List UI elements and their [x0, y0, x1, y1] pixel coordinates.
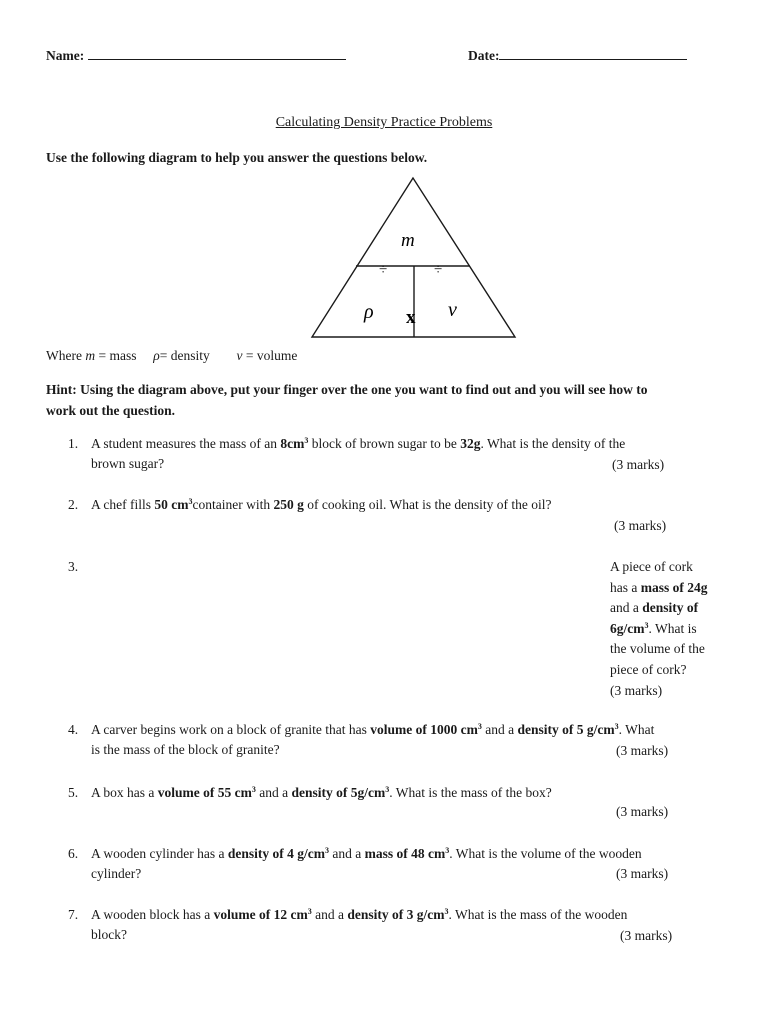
legend-rho-var: ρ — [153, 348, 160, 363]
diagram-volume-symbol: v — [448, 299, 457, 321]
question-text: A wooden block has a volume of 12 $cm^3$ and a density of 3 $g/cm^3$. What is the mass of the wooden block? — [91, 907, 628, 942]
hint-line-2: work out the question. — [46, 403, 176, 418]
page-title-text: Calculating Density Practice Problems — [275, 115, 493, 130]
diagram-divide-left: ÷ — [379, 262, 388, 278]
hint-line-1: Hint: Using the diagram above, put your finger over the one you want to find out and you will see how to — [46, 382, 648, 397]
name-blank-line[interactable] — [88, 59, 346, 60]
diagram-density-symbol: ρ — [364, 301, 374, 323]
question-marks: (3 marks) — [616, 743, 669, 758]
question-number: 6. — [68, 846, 79, 861]
variable-legend — [46, 348, 297, 364]
page-title — [0, 115, 768, 131]
question-marks: (3 marks) — [614, 518, 667, 533]
legend-m-def: = mass — [98, 348, 137, 363]
legend-v-def: = volume — [245, 348, 298, 363]
question-marks: (3 marks) — [616, 804, 669, 819]
instruction-text: Use the following diagram to help you answer the questions below. — [46, 150, 428, 165]
question-number: 7. — [68, 907, 79, 922]
question-marks: (3 marks) — [610, 682, 663, 698]
question-marks: (3 marks) — [612, 457, 665, 472]
question-text: A piece of cork has a mass of 24g and a density of $6g/cm^3$. What is the volume of the piece of cork? (3 marks) — [610, 559, 708, 698]
question-text: A wooden cylinder has a density of 4 $g/cm^3$ and a mass of 48 $cm^3$. What is the volume of the wooden cylinder? — [91, 846, 642, 881]
question-number: 5. — [68, 785, 79, 800]
question-number: 2. — [68, 497, 79, 512]
question-text: A chef fills 50 $cm^3container$ with 250 g of cooking oil. What is the density of the oil? — [91, 497, 552, 512]
date-label: Date: — [468, 48, 500, 63]
question-marks: (3 marks) — [616, 866, 669, 881]
question-number: 1. — [68, 436, 79, 451]
density-triangle-diagram — [300, 170, 530, 342]
question-text: A student measures the mass of an $8cm^3$ block of brown sugar to be 32g. What is the density of the brown sugar? — [91, 436, 626, 471]
name-label: Name: — [46, 48, 85, 63]
question-text: A carver begins work on a block of granite that has volume of 1000 $cm^3$ and a density of 5 $g/cm^3$. What is the mass of the block of granite? — [91, 722, 655, 757]
diagram-multiply-symbol: x — [406, 307, 416, 328]
date-field — [468, 48, 687, 64]
diagram-divide-right: ÷ — [434, 262, 443, 278]
legend-v-var: v — [236, 348, 243, 363]
question-marks: (3 marks) — [620, 928, 673, 943]
date-blank-line[interactable] — [499, 59, 687, 60]
legend-rho-def: = density — [159, 348, 210, 363]
name-field — [46, 48, 346, 64]
legend-where: Where — [46, 348, 82, 363]
question-number: 4. — [68, 722, 79, 737]
question-number: 3. — [68, 559, 79, 574]
question-text: A box has a volume of 55 $cm^3$ and a density of $5g/cm^3$. What is the mass of the box? — [91, 785, 552, 800]
legend-m-var: m — [85, 348, 96, 363]
diagram-mass-symbol: m — [401, 230, 415, 251]
